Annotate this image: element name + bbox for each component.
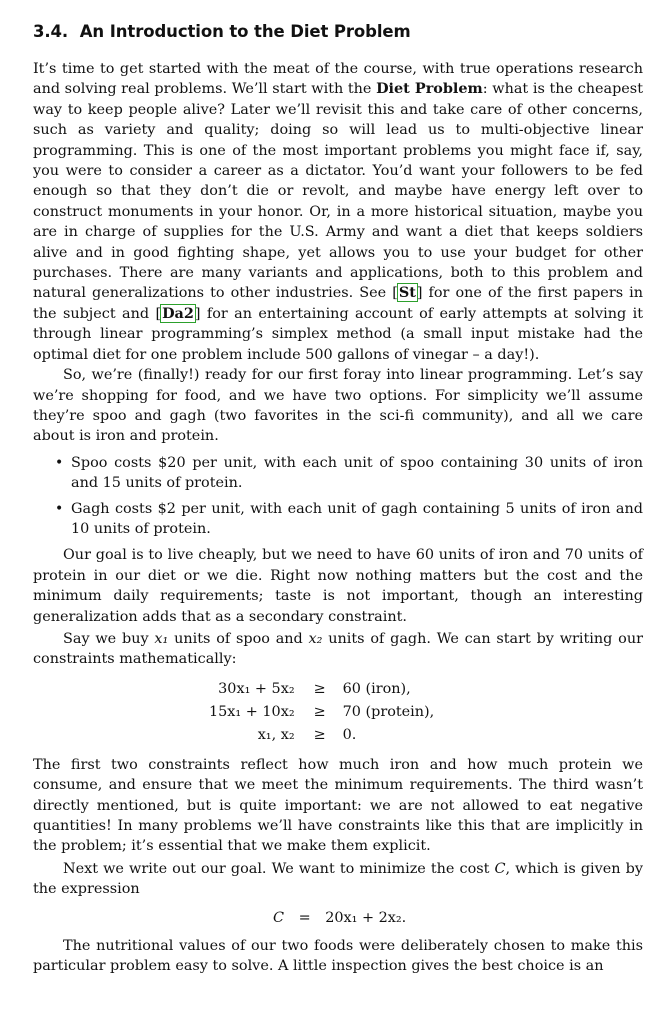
constraint-equations [33, 678, 643, 747]
bullet-icon: • [55, 500, 64, 517]
section-heading [33, 22, 643, 41]
citation-da2-link[interactable]: Da2 [162, 304, 194, 322]
objective-text-1: Next we write out our goal. We want to minimize the cost [63, 860, 495, 877]
cost-relation: = [298, 909, 311, 926]
variables-text-1: Say we buy [63, 630, 155, 647]
citation-st-link[interactable]: St [398, 284, 416, 302]
variables-text-2: units of spoo and [168, 630, 309, 647]
objective-text-2: , which is given by the expression [33, 860, 643, 898]
variables-paragraph [33, 629, 643, 670]
section-title: An Introduction to the Diet Problem [79, 22, 411, 41]
constraint-relation: ≥ [313, 726, 326, 743]
section-number: 3.4. [33, 22, 69, 41]
list-item-text: Spoo costs $20 per unit, with each unit of spoo containing 30 units of iron and 15 units of protein. [71, 454, 643, 492]
list-item-text: Gagh costs $2 per unit, with each unit of gagh containing 5 units of iron and 10 units of protein. [71, 500, 643, 537]
objective-paragraph [33, 859, 643, 900]
constraint-relation: ≥ [313, 680, 326, 697]
intro-text-2: : what is the cheapest way to keep people alive? Later we’ll revisit this and take care of other concerns, such as variety and quality; doing so will lead us to multi-objective linear programming. This is one of the most important problems you might face if, say, you were to consider a career as a dictator. You’d want your followers to be fed enough so that they don’t die or revolt, and maybe have energy left over to construct monuments in your honor. Or, in a more historical situation, maybe you are in charge of supplies for the U.S. Army and want a diet that keeps soldiers alive and in good fighting shape, yet allows you to use your budget for other purchases. There are many variants and applications, both to this problem and natural generalizations to other industries. See [33, 81, 643, 302]
constraint-rhs: 70 (protein), [342, 703, 435, 720]
goal-paragraph: Our goal is to live cheaply, but we need to have 60 units of iron and 70 units of protein in our diet or we die. Right now nothing matters but the cost and the minimum daily requirements; taste is not important, though an interesting generalization adds that as a secondary constraint. [33, 547, 643, 625]
variable-c: C [494, 860, 506, 877]
constraint-relation: ≥ [313, 703, 326, 720]
constraint-row-iron [209, 678, 434, 701]
variables-text-3: units of gagh. We can start by writing our constraints mathematically: [33, 630, 643, 668]
intro-paragraph: It’s time to get started with the meat of the course, with true operations research and solving real problems. We’ll start with the Diet Problem: what is the cheapest way to keep people alive? Later we’ll revisit this and take care of other concerns, such as variety and quality; doing so will lead us to multi-objective linear programming. This is one of the most important problems you might face if, say, you were to consider a career as a dictator. You’d want your followers to be fed enough so that they don’t die or revolt, and maybe have energy left over to construct monuments in your honor. Or, in a more historical situation, maybe you are in charge of supplies for the U.S. Army and want a diet that keeps soldiers alive and in good fighting shape, yet allows you to use your budget for other purchases. There are many variants and applications, both to this problem and natural generalizations to other industries. See [St] for one of the first papers in the subject and [Da2] for an entertaining account of early attempts at solving it through linear programming’s simplex method (a small input mistake had the optimal diet for one problem include 500 gallons of vinegar – a day!). [33, 61, 643, 363]
list-item-gagh [55, 499, 643, 540]
constraints-explanation-paragraph: The first two constraints reflect how much iron and how much protein we consume, and ensure that we meet the minimum requirements. The third wasn’t directly mentioned, but is quite important: we are not allowed to eat negative quantities! In many problems we’ll have constraints like this that are implicitly in the problem; it’s essential that we make them explicit. [33, 756, 643, 855]
foray-paragraph: So, we’re (finally!) ready for our first foray into linear programming. Let’s say we’re shopping for food, and we have two options. For simplicity we’ll assume they’re spoo and gagh (two favorites in the sci-fi community), and all we care about is iron and protein. [33, 367, 643, 445]
constraint-rhs: 60 (iron), [342, 680, 411, 697]
constraint-row-protein [209, 701, 434, 724]
list-item-spoo [55, 453, 643, 494]
variable-x2: x₂ [308, 630, 323, 647]
cost-equation [273, 910, 643, 926]
constraint-rhs: 0. [342, 726, 357, 743]
intro-text-1: It’s time to get started with the meat of the course, with true operations research and solving real problems. We’ll start with the [33, 61, 643, 98]
cost-rhs: 20x₁ + 2x₂. [325, 909, 407, 926]
intro-text-3: for one of the first papers in the subject and [33, 285, 643, 322]
intro-text-4: for an entertaining account of early attempts at solving it through linear programming’s simplex method (a small input mistake had the optimal diet for one problem include 500 gallons of vinegar – a day!). [33, 305, 643, 363]
diet-problem-term: Diet Problem [376, 80, 483, 98]
constraint-lhs: x₁, x₂ [257, 726, 295, 743]
document-page [33, 20, 643, 976]
cost-lhs: C [273, 909, 285, 926]
bullet-icon: • [55, 454, 64, 471]
variable-x1: x₁ [154, 630, 169, 647]
constraint-lhs: 30x₁ + 5x₂ [218, 680, 295, 697]
constraint-lhs: 15x₁ + 10x₂ [209, 703, 295, 720]
food-options-list [33, 453, 643, 540]
constraint-row-nonnegativity [209, 724, 434, 747]
nutrition-paragraph: The nutritional values of our two foods were deliberately chosen to make this particular problem easy to solve. A little inspection gives the best choice is an [33, 937, 643, 975]
